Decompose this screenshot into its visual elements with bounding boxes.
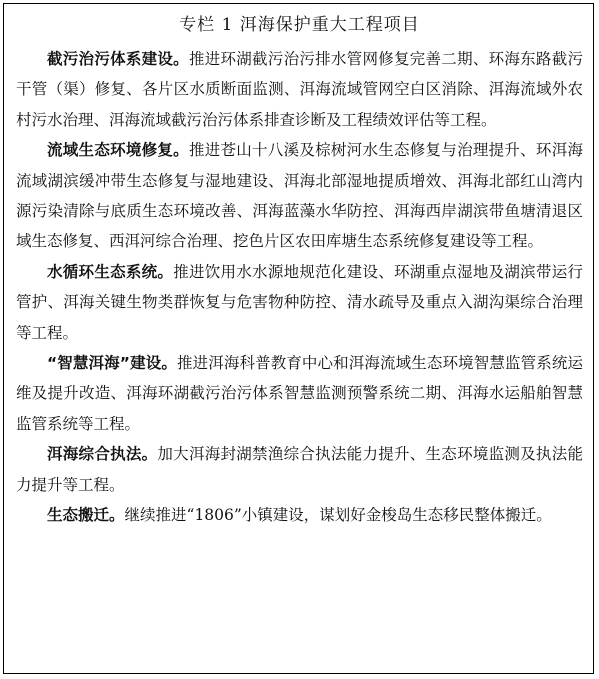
section-water-cycle	[16, 257, 583, 348]
section-heading: 流域生态环境修复。	[47, 141, 189, 160]
section-heading: 截污治污体系建设。	[47, 50, 189, 68]
section-body: 推进环湖截污治污排水管网修复完善二期、环海东路截污干管（渠）修复、各片区水质断面监测、洱海流域管网空白区消除、洱海流域外农村污水治理、洱海流域截污治污体系排查诊断及工程绩效评估等工程。	[16, 50, 583, 129]
project-column-box	[3, 3, 594, 674]
section-body: 推进饮用水水源地规范化建设、环湖重点湿地及湖滨带运行管护、洱海关键生物类群恢复与危害物种防控、清水疏导及重点入湖沟渠综合治理等工程。	[16, 262, 583, 342]
section-heading: 洱海综合执法。	[47, 445, 158, 464]
column-title: 专栏 1 洱海保护重大工程项目	[179, 15, 420, 35]
section-relocation	[16, 500, 583, 530]
section-heading: “智慧洱海”建设。	[47, 354, 177, 373]
section-body: 推进洱海科普教育中心和洱海流域生态环境智慧监管系统运维及提升改造、洱海环湖截污治污体系智慧监测预警系统二期、洱海水运船舶智慧监管系统等工程。	[16, 354, 583, 433]
section-heading: 水循环生态系统。	[47, 262, 174, 281]
section-heading: 生态搬迁。	[47, 506, 125, 525]
section-smart-erhai	[16, 348, 583, 439]
section-sewage-system	[16, 44, 583, 135]
section-law-enforcement	[16, 439, 583, 500]
section-basin-restoration	[16, 135, 583, 257]
section-body: 推进苍山十八溪及棕树河水生态修复与治理提升、环洱海流域湖滨缓冲带生态修复与湿地建设、洱海北部湿地提质增效、洱海北部红山湾内源污染清除与底质生态环境改善、洱海蓝藻水华防控、洱海西岸湖滨带鱼塘清退区域生态修复、西洱河综合治理、挖色片区农田库塘生态系统修复建设等工程。	[16, 141, 583, 251]
section-body: 继续推进“1806”小镇建设，谋划好金梭岛生态移民整体搬迁。	[124, 506, 552, 525]
section-body: 加大洱海封湖禁渔综合执法能力提升、生态环境监测及执法能力提升等工程。	[16, 445, 583, 494]
